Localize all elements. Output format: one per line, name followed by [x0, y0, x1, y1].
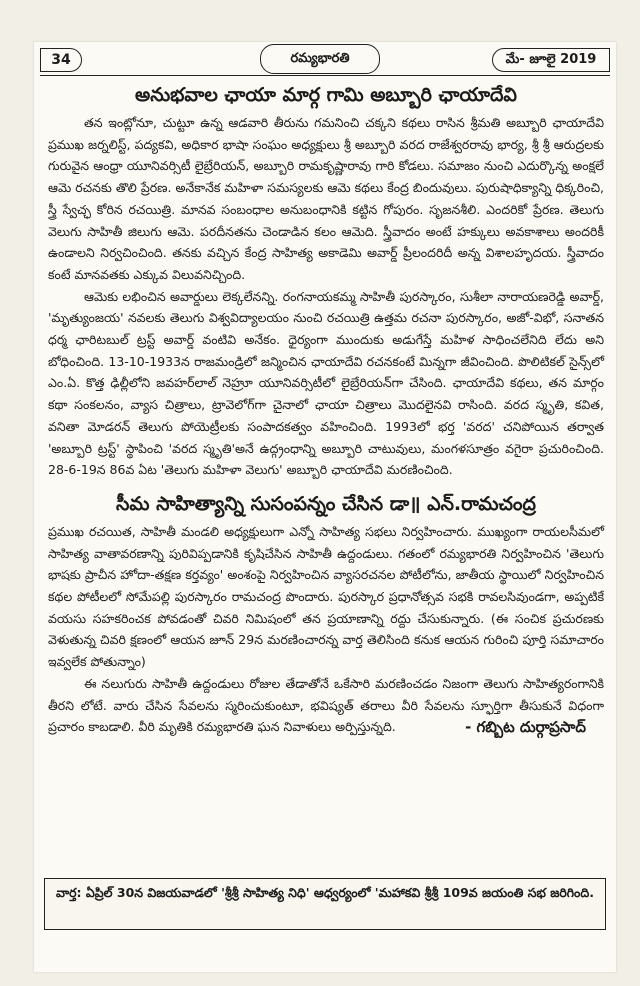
issue-date: మే- జూలై 2019: [492, 48, 610, 72]
header-divider: [40, 75, 610, 76]
magazine-title: రమ్యభారతి: [260, 44, 380, 74]
author-signature: - గబ్బిట దుర్గాప్రసాద్: [465, 717, 586, 736]
article-1-title: అనుభవాల ఛాయా మార్గ గామి అబ్బూరి ఛాయాదేవి: [135, 84, 517, 106]
article-2-paragraph-1: ప్రముఖ రచయిత, సాహితీ మండలి అధ్యక్షులుగా ఎన్నో సాహిత్య సభలు నిర్వహించారు. ముఖ్యంగా రాయలసీమలో సాహిత్య వాతావరణాన్ని పురివిప్పడానికి కృషిచేసిన సాహితీ ఉద్దండులు. గతంలో రమ్యభారతి నిర్వహించిన 'తెలుగు భాషకు ప్రాచీన హోదా-తక్షణ కర్తవ్యం' అంశంపై నిర్వహించిన వ్యాసరచనల పోటీలోను, జాతీయ స్థాయిలో నిర్వహించిన కథల పోటీలలో సోమేపల్లి పురస్కారం రామచంద్ర పొందారు. పురస్కార ప్రధానోత్సవ సభకి రావలసివుండగా, అప్పటికే వయసు సహకరించక పోవడంతో చివరి నిమిషంలో తన ప్రయాణాన్ని రద్దు చేసుకున్నారు. (ఈ సంచిక ప్రచురణకు వెళుతున్న చివరి క్షణంలో ఆయన జూన్ 29న మరణించారన్న వార్త తెలిసింది కనుక ఆయన గురించి పూర్తి సమాచారం ఇవ్వలేక పోతున్నాం): [48, 523, 604, 670]
page-header: [34, 42, 616, 76]
page-content: [48, 82, 604, 738]
article-2-title: సీమ సాహిత్యాన్ని సుసంపన్నం చేసిన డా॥ ఎన్.రామచంద్ర: [116, 492, 536, 515]
article-1-paragraph-1: తన ఇంట్లోనూ, చుట్టూ ఉన్న ఆడవారి తీరును గమనించి చక్కని కథలు రాసిన శ్రీమతి అబ్బూరి ఛాయాదేవి ప్రముఖ జర్నలిస్ట్, పద్యకవి, అధికార భాషా సంఘం అధ్యక్షులు శ్రీ అబ్బూరి వరద రాజేశ్వరరావు భార్య, శ్రీ శ్రీ ఆరుద్రలకు గురువైన ఆంధ్రా యూనివర్సిటీ లైబ్రేరియన్, అబ్బూరి రామకృష్ణారావు గారి కోడలు. సమాజం నుంచి ఎదుర్కొన్న అంక్షలే ఆమె రచనకు తొలి ప్రేరణ. అనేకానేక మహిళా సమస్యలకు ఆమె కథలు కేంద్ర బిందువులు. పురుషాధిక్యాన్ని ధిక్కరించి, స్త్రీ స్వేచ్ఛ కోరిన రచయిత్రి. మానవ సంబంధాల అనుబంధానికి కట్టిన గోపురం. సృజనశీలి. ఎందరికో ప్రేరణ. తెలుగు వెలుగు సాహితీ జిలుగు ఆమె. పరదీనతను చెండాడిన కలం ఆమెది. స్త్రీవాదం అంటే హక్కులు అవకాశాలు అందరికీ ఉండాలని నిర్వచించింది. తనకు వచ్చిన కేంద్ర సాహిత్య అకాడెమి అవార్డ్ ప్రీలందరిదీ అన్న విశాలహృదయ. స్త్రీవాదం కంటే మానవతకు ఎక్కువ విలువనిచ్చింది.: [48, 115, 604, 282]
page-number: 34: [40, 48, 82, 72]
news-notice-box: వార్త: ఏప్రిల్ 30న విజయవాడలో 'శ్రీశ్రీ సాహిత్య నిధి' ఆధ్వర్యంలో 'మహాకవి శ్రీశ్రీ 109వ జయంతి సభ జరిగింది.: [44, 878, 606, 930]
magazine-page: [34, 42, 616, 972]
article-2-paragraph-2: ఈ నలుగురు సాహితీ ఉద్దండులు రోజుల తేడాతోనే ఒకేసారి మరణించడం నిజంగా తెలుగు సాహిత్యరంగానికి తీరని లోటే. వారు చేసిన సేవలను స్మరించుకుంటూ, భవిష్యత్ తరాలు వీరి సేవలను స్ఫూర్తిగా తీసుకునే విధంగా ప్రచారం కాబడాలి. వీరి మృతికి రమ్యభారతి ఘన నివాళులు అర్పిస్తున్నది.: [48, 675, 604, 735]
article-1-paragraph-2: ఆమెకు లభించిన అవార్డులు లెక్కలేనన్ని. రంగనాయకమ్మ సాహితీ పురస్కారం, సుశీలా నారాయణరెడ్డి అవార్డ్, 'మృత్యుంజయ' నవలకు తెలుగు విశ్వవిద్యాలయం నుంచి రచయిత్రి ఉత్తమ రచనా పురస్కారం, అజో-విభో, సనాతన ధర్మ ఛారిటబుల్ ట్రస్ట్ అవార్డ్ వంటివి అనేకం. ధైర్యంగా ముందుకు అడుగేస్తే మహిళ సాధించలేనిది లేదు అని బోధించింది. 13-10-1933న రాజమండ్రిలో జన్మించిన ఛాయాదేవి రచనకంటే మిన్నగా జీవించింది. పొలిటికల్ సైన్స్‌లో ఎం.ఏ. కొత్త ఢిల్లీలోని జవహర్‌లాల్ నెహ్రూ యూనివర్సిటీలో లైబ్రేరియన్‌గా చేసింది. ఛాయాదేవి కథలు, తన మార్గం కథా సంకలనం, వ్యాస చిత్రాలు, ట్రావెలోగ్‌గా చైనాలో ఛాయా చిత్రాలు మొదలైనవి రాసింది. వరద స్మృతి, కవిత, వనితా మోడరన్ తెలుగు పోయెట్రీలకు సంపాదకత్వం వహించింది. 1993లో భర్త 'వరద' చనిపోయిన తర్వాత 'అబ్బూరి ట్రస్ట్' స్థాపించి 'వరద స్మృతి'అనే ఉద్గ్రంధాన్ని అబ్బూరి చాటువులు, మంగళసూత్రం వగైరా ప్రచురించింది. 28-6-19న 86వ ఏట 'తెలుగు మహిళా వెలుగు' అబ్బూరి ఛాయాదేవి మరణించింది.: [48, 288, 604, 478]
